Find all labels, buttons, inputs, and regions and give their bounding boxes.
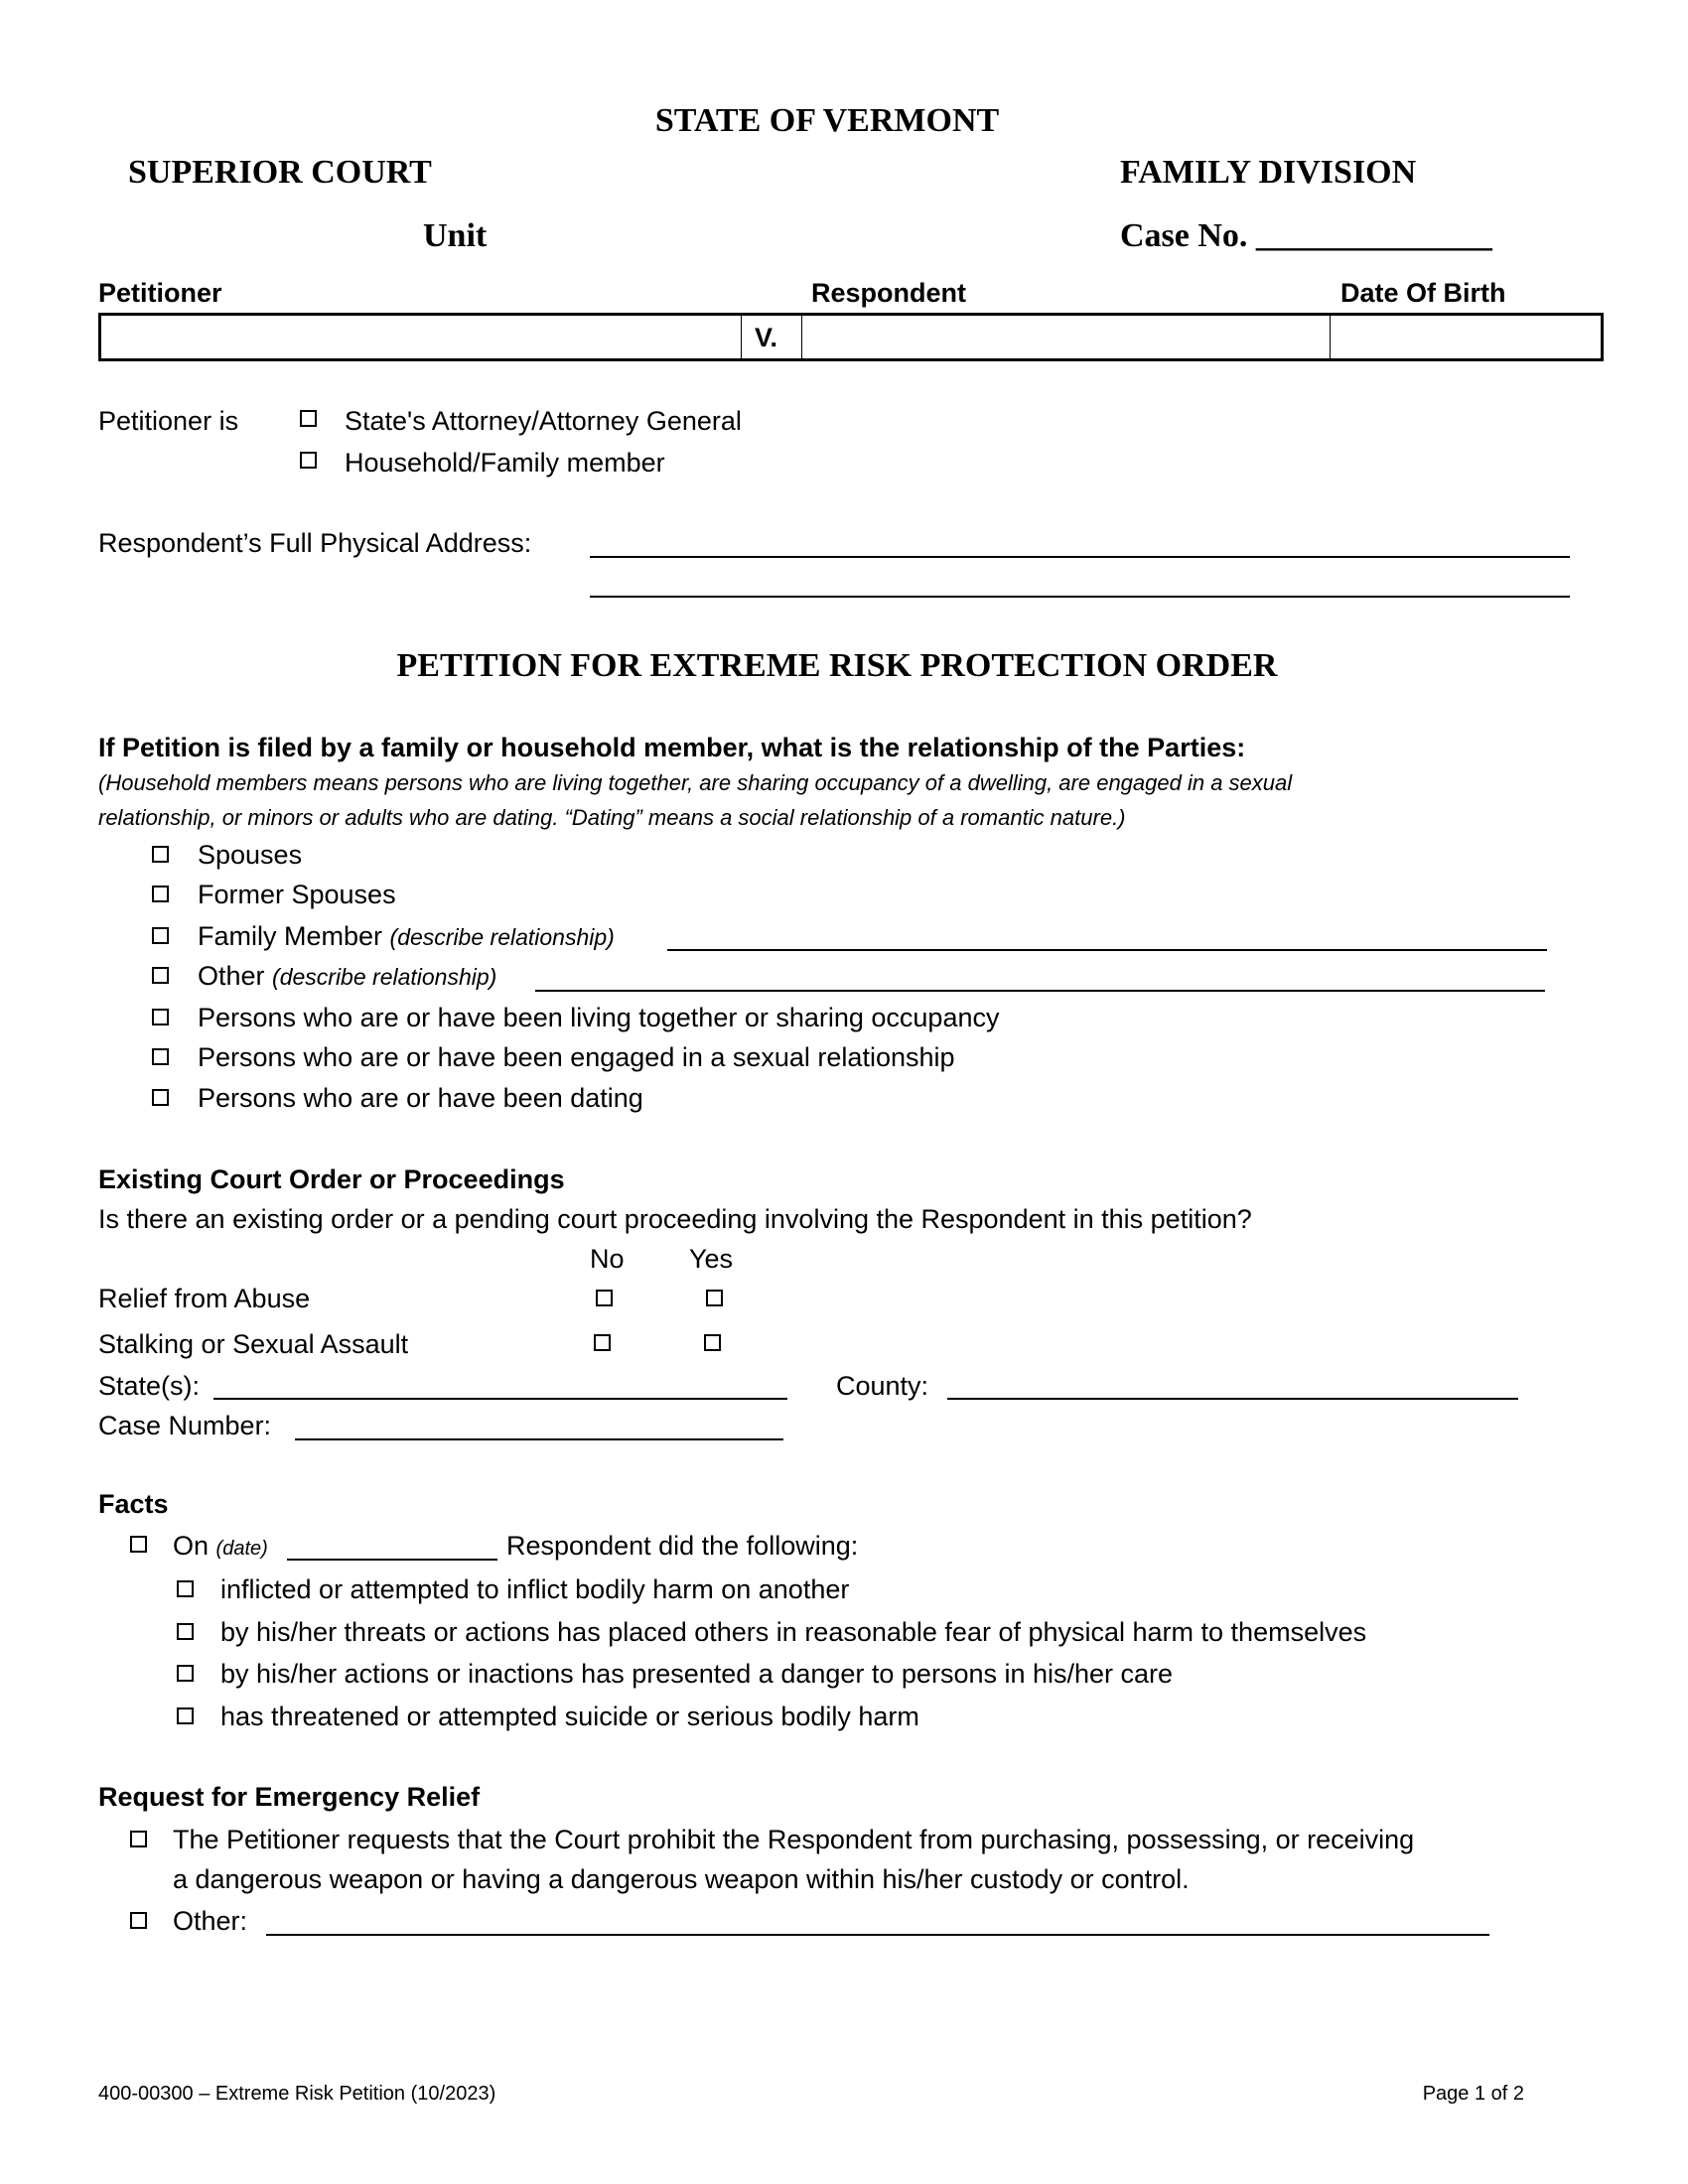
fact-label: by his/her threats or actions has placed others in reasonable fear of physical harm to themselves (220, 1617, 1367, 1647)
case-number-line[interactable] (295, 1438, 783, 1440)
checkbox-dating[interactable] (152, 1089, 169, 1106)
petitioner-input[interactable] (105, 316, 743, 358)
checkbox-sexual-relationship[interactable] (152, 1048, 169, 1065)
court-heading: SUPERIOR COURT (128, 154, 432, 191)
checkbox-weapon-prohibition[interactable] (130, 1831, 147, 1847)
relief-request: The Petitioner requests that the Court prohibit the Respondent from purchasing, possessing, or receiving (173, 1825, 1415, 1854)
facts-heading: Facts (98, 1489, 169, 1519)
page-number: Page 1 of 2 (1422, 2083, 1524, 2105)
did-label: Respondent did the following: (506, 1531, 859, 1561)
dob-input[interactable] (1335, 316, 1602, 358)
checkbox-stalking-yes[interactable] (704, 1334, 721, 1351)
fact-label: inflicted or attempted to inflict bodily harm on another (220, 1574, 850, 1604)
checkbox-family-member[interactable] (152, 927, 169, 944)
checkbox-fact-4[interactable] (177, 1707, 194, 1724)
option-label: Family Member (198, 921, 383, 951)
checkbox-abuse-yes[interactable] (706, 1290, 723, 1306)
checkbox-fact-3[interactable] (177, 1665, 194, 1682)
page-title: PETITION FOR EXTREME RISK PROTECTION ORDER (396, 647, 1278, 684)
family-member-line[interactable] (667, 949, 1547, 951)
checkbox-states-attorney[interactable] (300, 410, 317, 427)
relief-request: a dangerous weapon or having a dangerous weapon within his/her custody or control. (173, 1864, 1190, 1894)
checkbox-fact-1[interactable] (177, 1580, 194, 1597)
checkbox-abuse-no[interactable] (596, 1290, 613, 1306)
other-option (198, 960, 496, 993)
option-label: State's Attorney/Attorney General (345, 406, 742, 436)
option-label: Other (198, 961, 265, 991)
case-number-label: Case Number: (98, 1411, 272, 1440)
dob-label: Date Of Birth (1340, 278, 1506, 308)
option-label: Household/Family member (345, 448, 665, 478)
checkbox-spouses[interactable] (152, 846, 169, 863)
option-label: Persons who are or have been dating (198, 1083, 643, 1113)
option-label: Spouses (198, 840, 303, 870)
stalking-label: Stalking or Sexual Assault (98, 1329, 409, 1359)
states-label: State(s): (98, 1371, 201, 1401)
option-hint: (describe relationship) (389, 924, 615, 950)
other-relationship-line[interactable] (535, 990, 1545, 992)
county-line[interactable] (947, 1398, 1518, 1400)
fact-label: has threatened or attempted suicide or serious bodily harm (220, 1702, 919, 1731)
relief-heading: Request for Emergency Relief (98, 1782, 481, 1812)
respondent-label: Respondent (811, 278, 967, 308)
relationship-note: (Household members means persons who are living together, are sharing occupancy of a dwelling, are engaged in a sexual (98, 770, 1293, 795)
division-heading: FAMILY DIVISION (1120, 154, 1417, 191)
checkbox-former-spouses[interactable] (152, 886, 169, 902)
no-column-label: No (590, 1244, 625, 1274)
case-number-field[interactable]: Case No. ______________ (1120, 217, 1492, 254)
date-line[interactable] (287, 1559, 497, 1561)
existing-heading: Existing Court Order or Proceedings (98, 1164, 565, 1194)
petitioner-is-label: Petitioner is (98, 406, 239, 436)
relationship-heading: If Petition is filed by a family or household member, what is the relationship of the Parties: (98, 733, 1246, 762)
family-member-option (198, 920, 615, 953)
address-line-2[interactable] (590, 596, 1570, 598)
fact-label: by his/her actions or inactions has presented a danger to persons in his/her care (220, 1659, 1174, 1689)
petitioner-label: Petitioner (98, 278, 222, 308)
checkbox-stalking-no[interactable] (594, 1334, 611, 1351)
other-relief-label: Other: (173, 1906, 248, 1936)
option-label: Former Spouses (198, 880, 396, 909)
other-relief-line[interactable] (266, 1934, 1489, 1936)
checkbox-other-relief[interactable] (130, 1912, 147, 1929)
state-heading: STATE OF VERMONT (654, 102, 1000, 139)
county-label: County: (836, 1371, 929, 1401)
form-id: 400-00300 – Extreme Risk Petition (10/2023) (98, 2083, 496, 2105)
date-hint: (date) (215, 1538, 268, 1560)
existing-question: Is there an existing order or a pending court proceeding involving the Respondent in this petition? (98, 1204, 1252, 1234)
checkbox-living-together[interactable] (152, 1009, 169, 1025)
on-text: On (173, 1531, 210, 1561)
versus-label: V. (755, 323, 778, 352)
checkbox-fact-2[interactable] (177, 1623, 194, 1640)
option-label: Persons who are or have been living together or sharing occupancy (198, 1003, 1000, 1032)
respondent-input[interactable] (806, 316, 1332, 358)
address-label: Respondent’s Full Physical Address: (98, 528, 532, 558)
divider (1330, 316, 1331, 358)
parties-table (98, 313, 1604, 361)
yes-column-label: Yes (689, 1244, 734, 1274)
checkbox-other-relationship[interactable] (152, 967, 169, 984)
checkbox-household-member[interactable] (300, 452, 317, 469)
relationship-note: relationship, or minors or adults who are dating. “Dating” means a social relationship of a romantic nature.) (98, 805, 1126, 830)
address-line-1[interactable] (590, 556, 1570, 558)
states-line[interactable] (213, 1398, 787, 1400)
checkbox-facts-date[interactable] (130, 1536, 147, 1553)
divider (801, 316, 802, 358)
option-hint: (describe relationship) (272, 964, 497, 990)
option-label: Persons who are or have been engaged in a sexual relationship (198, 1042, 955, 1072)
relief-from-abuse-label: Relief from Abuse (98, 1284, 311, 1313)
divider (741, 316, 742, 358)
unit-label: Unit (423, 217, 488, 254)
on-label (173, 1530, 268, 1565)
